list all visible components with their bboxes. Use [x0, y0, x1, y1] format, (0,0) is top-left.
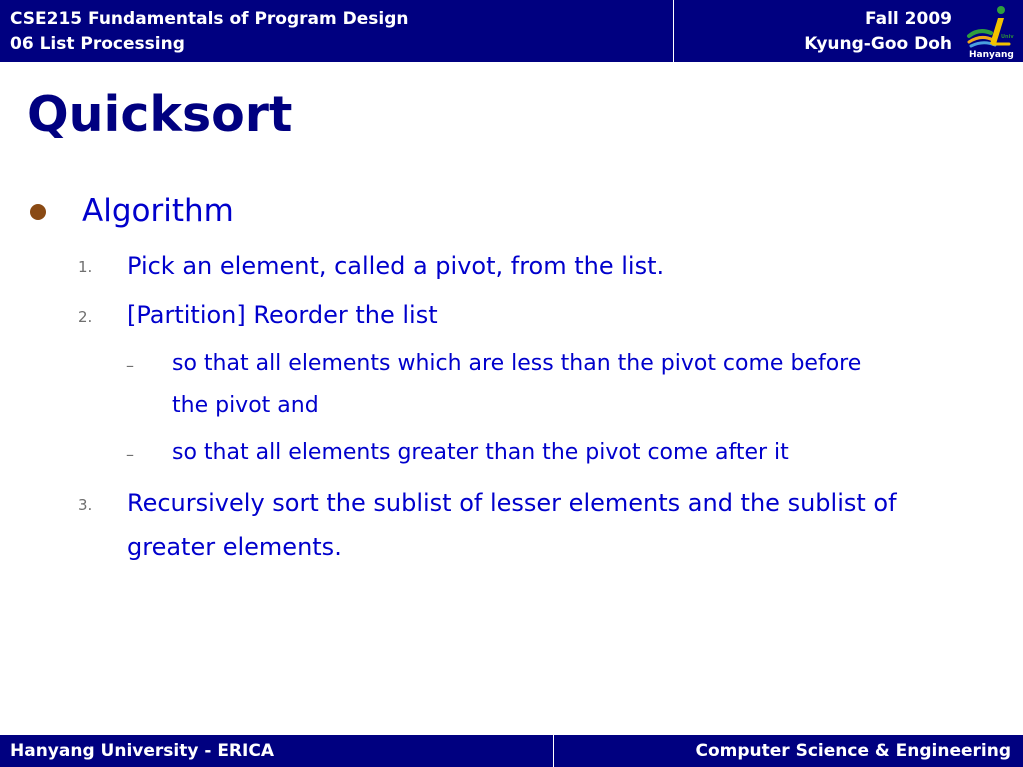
instructor-name: Kyung-Goo Doh — [804, 34, 952, 54]
footer-left-panel — [0, 735, 554, 767]
hanyang-logo — [963, 0, 1023, 62]
lecture-title: 06 List Processing — [10, 34, 185, 54]
course-title: CSE215 Fundamentals of Program Design — [10, 9, 409, 29]
term-label: Fall 2009 — [865, 9, 952, 29]
step-3-number: 3. — [78, 496, 93, 514]
sub-bullet-1-line-1: so that all elements which are less than the pivot come before — [172, 351, 862, 376]
step-3-line-2: greater elements. — [127, 533, 342, 561]
step-2-text: [Partition] Reorder the list — [127, 301, 438, 329]
bullet-icon — [30, 204, 46, 220]
step-1-number: 1. — [78, 258, 93, 276]
svg-text:Univ: Univ — [1001, 34, 1014, 40]
department-name: Computer Science & Engineering — [695, 741, 1011, 761]
header-banner — [0, 0, 1023, 62]
university-name: Hanyang University - ERICA — [10, 741, 274, 761]
logo-wordmark: Hanyang — [969, 50, 1014, 60]
sub-bullet-2-dash: – — [126, 445, 134, 464]
sub-bullet-2-line-1: so that all elements greater than the pivot come after it — [172, 440, 789, 465]
footer-banner — [0, 735, 1023, 767]
header-left-panel — [0, 0, 674, 62]
slide-title: Quicksort — [27, 86, 293, 143]
sub-bullet-1-line-2: the pivot and — [172, 393, 319, 418]
sub-bullet-1-dash: – — [126, 356, 134, 375]
bullet-algorithm: Algorithm — [82, 193, 234, 229]
step-2-number: 2. — [78, 308, 93, 326]
hanyang-logo-graphic — [963, 0, 1023, 62]
step-1-text: Pick an element, called a pivot, from the list. — [127, 252, 665, 280]
step-3-line-1: Recursively sort the sublist of lesser elements and the sublist of — [127, 489, 897, 517]
